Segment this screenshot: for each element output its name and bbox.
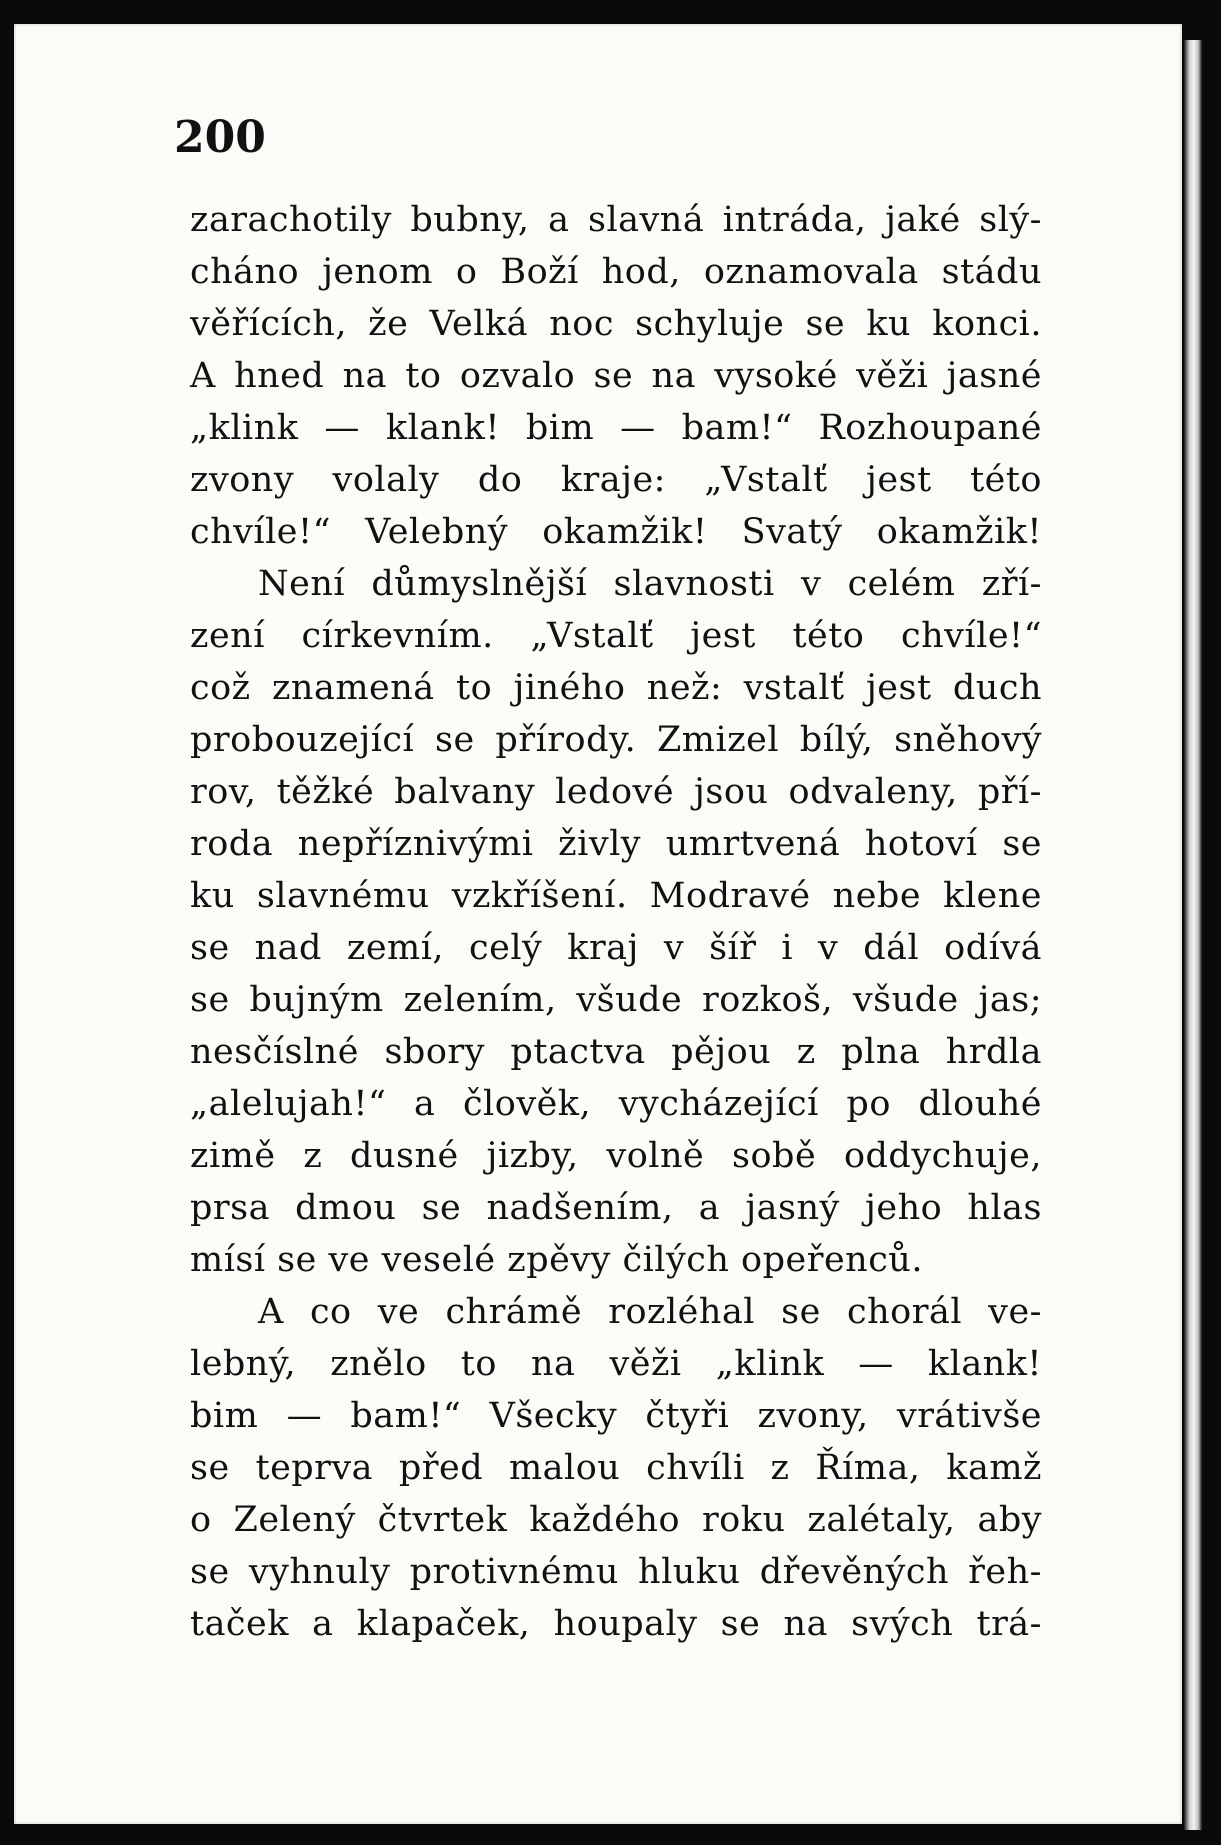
text-line: zimě z dusné jizby, volně sobě oddychuje,	[190, 1136, 1042, 1176]
text-line: lebný, znělo to na věži „klink — klank!	[190, 1344, 1042, 1384]
text-line: A co ve chrámě rozléhal se chorál ve-	[258, 1292, 1042, 1332]
text-line: zvony volaly do kraje: „Vstalť jest této	[190, 460, 1042, 500]
text-line: se vyhnuly protivnému hluku dřevěných řeh-	[190, 1552, 1042, 1592]
text-line: mísí se ve veselé zpěvy čilých opeřenců.	[190, 1240, 923, 1280]
text-line: věřících, že Velká noc schyluje se ku konci.	[190, 304, 1042, 344]
text-line: Není důmyslnější slavnosti v celém zří-	[258, 564, 1042, 604]
book-page	[14, 24, 1182, 1824]
text-line: se nad zemí, celý kraj v šíř i v dál odívá	[190, 928, 1042, 968]
text-line: cháno jenom o Boží hod, oznamovala stádu	[190, 252, 1042, 292]
text-line: se bujným zelením, všude rozkoš, všude jas;	[190, 980, 1042, 1020]
text-line: zení církevním. „Vstalť jest této chvíle!“	[190, 616, 1042, 656]
text-line: „alelujah!“ a člověk, vycházející po dlouhé	[190, 1084, 1042, 1124]
text-line: prsa dmou se nadšením, a jasný jeho hlas	[190, 1188, 1042, 1228]
text-line: probouzející se přírody. Zmizel bílý, sněhový	[190, 720, 1042, 760]
text-line: se teprva před malou chvíli z Říma, kamž	[190, 1448, 1042, 1488]
text-line: chvíle!“ Velebný okamžik! Svatý okamžik!	[190, 512, 1042, 552]
page-text	[190, 194, 1042, 1650]
text-line: „klink — klank! bim — bam!“ Rozhoupané	[190, 408, 1042, 448]
text-line: nesčíslné sbory ptactva pějou z plna hrdla	[190, 1032, 1042, 1072]
text-line: taček a klapaček, houpaly se na svých trá-	[190, 1604, 1042, 1644]
page-number: 200	[174, 112, 266, 163]
text-line: o Zelený čtvrtek každého roku zalétaly, aby	[190, 1500, 1042, 1540]
text-line: A hned na to ozvalo se na vysoké věži jasné	[190, 356, 1042, 396]
text-line: roda nepříznivými živly umrtvená hotoví se	[190, 824, 1042, 864]
text-line: bim — bam!“ Všecky čtyři zvony, vrátivše	[190, 1396, 1042, 1436]
text-line: což znamená to jiného než: vstalť jest duch	[190, 668, 1042, 708]
page-binding-edge	[1184, 40, 1202, 1830]
text-line: ku slavnému vzkříšení. Modravé nebe klene	[190, 876, 1042, 916]
text-line: zarachotily bubny, a slavná intráda, jaké slý-	[190, 200, 1042, 240]
text-line: rov, těžké balvany ledové jsou odvaleny, pří-	[190, 772, 1042, 812]
